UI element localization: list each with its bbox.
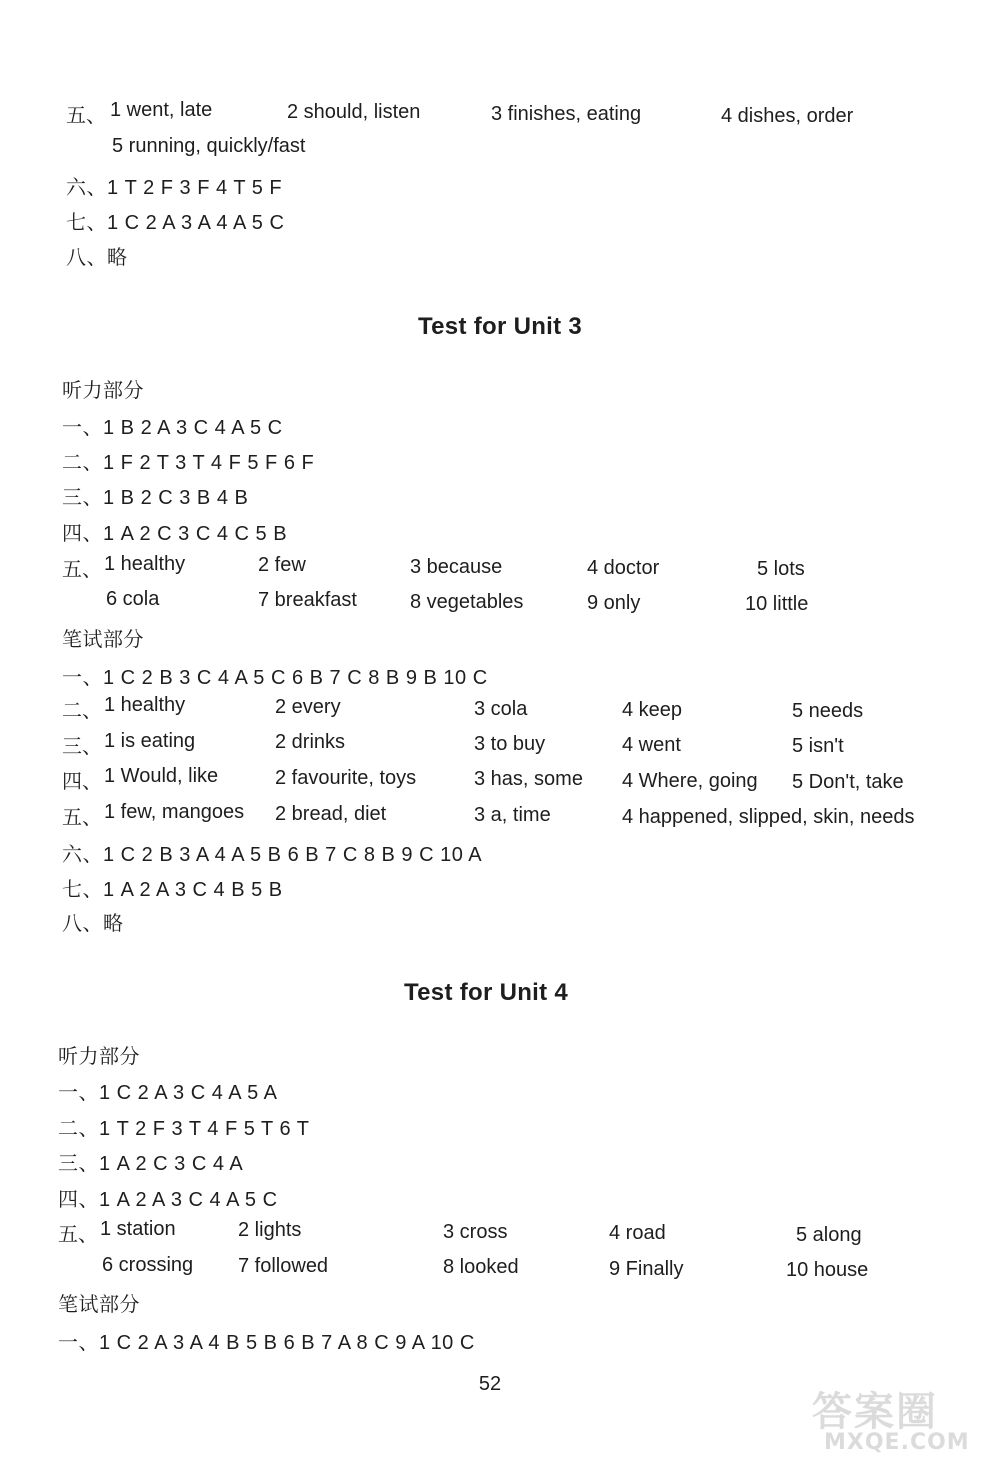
answer-line: 二、1 F 2 T 3 T 4 F 5 F 6 F xyxy=(62,452,315,474)
answer-item: 9 only xyxy=(587,592,641,614)
answer-item: 1 few, mangoes xyxy=(104,801,245,823)
listening-label: 听力部分 xyxy=(62,380,144,402)
answer-item: 2 favourite, toys xyxy=(275,767,417,789)
section-label: 二、 xyxy=(62,700,102,722)
answer-line: 八、略 xyxy=(66,247,128,269)
answer-item: 7 followed xyxy=(238,1255,329,1277)
answer-item: 4 happened, slipped, skin, needs xyxy=(622,806,915,828)
answer-line: 三、1 B 2 C 3 B 4 B xyxy=(62,487,249,509)
answer-item: 4 dishes, order xyxy=(721,105,854,127)
answer-line: 三、1 A 2 C 3 C 4 A xyxy=(58,1153,244,1175)
answer-item: 4 doctor xyxy=(587,557,660,579)
answer-line: 一、1 C 2 A 3 A 4 B 5 B 6 B 7 A 8 C 9 A 10 C xyxy=(58,1332,475,1354)
answer-line: 四、1 A 2 A 3 C 4 A 5 C xyxy=(58,1189,278,1211)
answer-line: 二、1 T 2 F 3 T 4 F 5 T 6 T xyxy=(58,1118,310,1140)
answer-item: 5 needs xyxy=(792,700,864,722)
answer-item: 2 should, listen xyxy=(287,101,421,123)
answer-item: 8 looked xyxy=(443,1256,519,1278)
answer-item: 1 healthy xyxy=(104,553,186,575)
answer-line: 一、1 C 2 B 3 C 4 A 5 C 6 B 7 C 8 B 9 B 10 C xyxy=(62,667,488,689)
answer-item: 1 Would, like xyxy=(104,765,219,787)
answer-item: 4 went xyxy=(622,734,681,756)
answer-item: 1 station xyxy=(100,1218,176,1240)
section-label: 五、 xyxy=(58,1224,98,1246)
answer-item: 6 crossing xyxy=(102,1254,194,1276)
answer-item: 10 house xyxy=(786,1259,869,1281)
answer-item: 8 vegetables xyxy=(410,591,524,613)
answer-item: 3 finishes, eating xyxy=(491,103,642,125)
answer-item: 5 Don't, take xyxy=(792,771,904,793)
answer-item: 2 every xyxy=(275,696,341,718)
answer-item: 3 to buy xyxy=(474,733,546,755)
answer-item: 5 isn't xyxy=(792,735,844,757)
answer-item: 5 along xyxy=(796,1224,862,1246)
unit4-title: Test for Unit 4 xyxy=(403,979,569,1006)
answer-line: 一、1 B 2 A 3 C 4 A 5 C xyxy=(62,417,283,439)
answer-item: 4 Where, going xyxy=(622,770,758,792)
section-label: 四、 xyxy=(62,771,102,793)
section-label: 五、 xyxy=(66,105,106,127)
watermark-url: MXQE.COM xyxy=(824,1430,970,1455)
answer-item: 2 lights xyxy=(238,1219,302,1241)
answer-line: 六、1 T 2 F 3 F 4 T 5 F xyxy=(66,177,283,199)
section-label: 五、 xyxy=(62,559,102,581)
answer-item: 4 road xyxy=(609,1222,666,1244)
answer-item: 3 cross xyxy=(443,1221,508,1243)
answer-item: 5 lots xyxy=(757,558,805,580)
answer-line: 八、略 xyxy=(62,913,124,935)
answer-item: 2 drinks xyxy=(275,731,346,753)
watermark-text: 答案圈 xyxy=(812,1389,938,1435)
answer-item: 4 keep xyxy=(622,699,683,721)
answer-line: 四、1 A 2 C 3 C 4 C 5 B xyxy=(62,523,288,545)
unit3-title: Test for Unit 3 xyxy=(417,313,583,340)
listening-label: 听力部分 xyxy=(58,1046,140,1068)
answer-line: 七、1 C 2 A 3 A 4 A 5 C xyxy=(66,212,285,234)
written-label: 笔试部分 xyxy=(58,1294,140,1316)
answer-item: 3 cola xyxy=(474,698,528,720)
answer-item: 1 went, late xyxy=(110,99,213,121)
answer-item: 10 little xyxy=(745,593,809,615)
answer-line: 六、1 C 2 B 3 A 4 A 5 B 6 B 7 C 8 B 9 C 10 A xyxy=(62,844,483,866)
answer-item: 1 healthy xyxy=(104,694,186,716)
written-label: 笔试部分 xyxy=(62,629,144,651)
answer-item: 5 running, quickly/fast xyxy=(112,135,306,157)
answer-item: 2 bread, diet xyxy=(275,803,387,825)
answer-item: 2 few xyxy=(258,554,306,576)
answer-line: 七、1 A 2 A 3 C 4 B 5 B xyxy=(62,879,283,901)
answer-item: 3 a, time xyxy=(474,804,551,826)
answer-item: 9 Finally xyxy=(609,1258,684,1280)
answer-item: 7 breakfast xyxy=(258,589,357,611)
answer-line: 一、1 C 2 A 3 C 4 A 5 A xyxy=(58,1082,278,1104)
page-number: 52 xyxy=(478,1373,502,1395)
answer-item: 1 is eating xyxy=(104,730,196,752)
section-label: 三、 xyxy=(62,736,102,758)
answer-item: 3 has, some xyxy=(474,768,583,790)
watermark-logo xyxy=(812,1380,992,1470)
section-label: 五、 xyxy=(62,807,102,829)
answer-item: 6 cola xyxy=(106,588,160,610)
answer-item: 3 because xyxy=(410,556,503,578)
